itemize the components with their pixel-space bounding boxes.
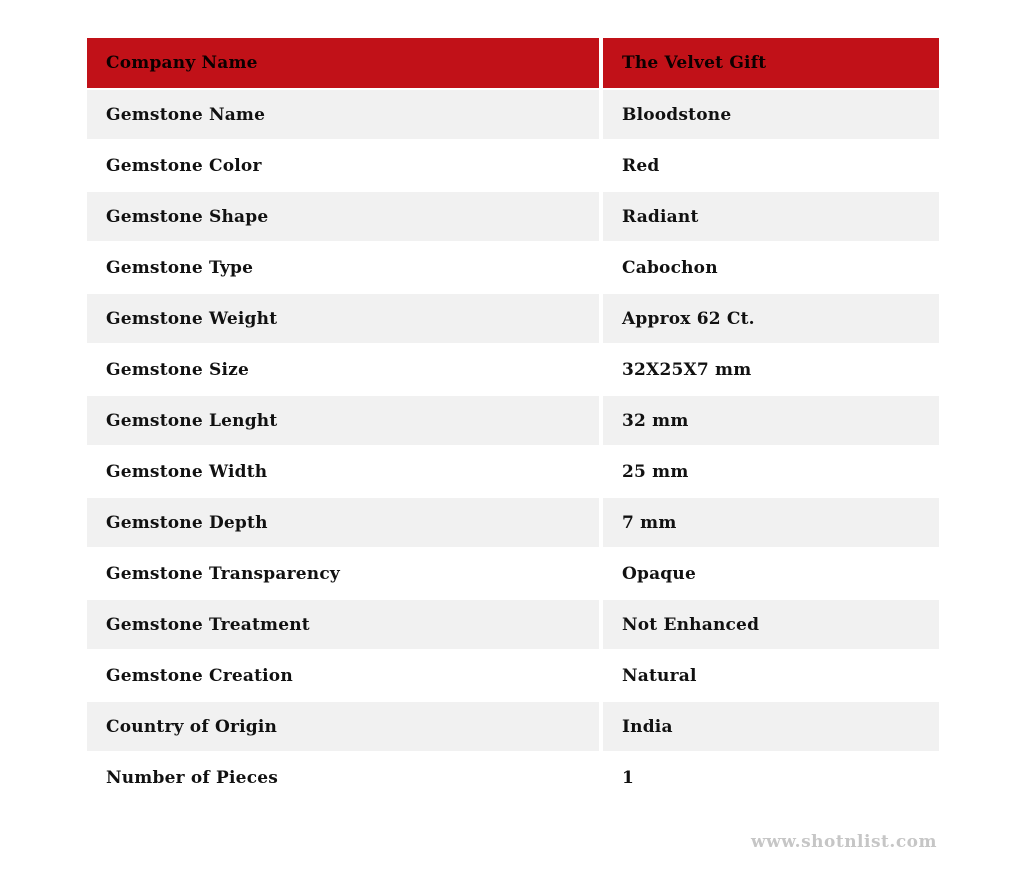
table-row [87,447,939,496]
row-value: Cabochon [603,243,939,292]
row-label: Gemstone Transparency [87,549,599,598]
row-value: Approx 62 Ct. [603,294,939,343]
row-label: Gemstone Shape [87,192,599,241]
row-label: Gemstone Depth [87,498,599,547]
watermark: www.shotnlist.com [750,832,937,852]
row-value: Natural [603,651,939,700]
table-row [87,294,939,343]
row-value: Bloodstone [603,90,939,139]
row-label: Gemstone Name [87,90,599,139]
row-value: 1 [603,753,939,802]
row-label: Gemstone Width [87,447,599,496]
row-label: Gemstone Creation [87,651,599,700]
row-label: Gemstone Lenght [87,396,599,445]
row-value: 7 mm [603,498,939,547]
row-label: Country of Origin [87,702,599,751]
row-label: Gemstone Treatment [87,600,599,649]
row-value: Opaque [603,549,939,598]
row-value: 32 mm [603,396,939,445]
table-row [87,651,939,700]
row-label: Gemstone Color [87,141,599,190]
gemstone-spec-table [87,38,939,804]
row-label: Number of Pieces [87,753,599,802]
table-row [87,702,939,751]
row-value: India [603,702,939,751]
table-row [87,549,939,598]
header-company-name-cell: Company Name [87,38,599,88]
row-value: 32X25X7 mm [603,345,939,394]
row-value: Radiant [603,192,939,241]
table-row [87,396,939,445]
table-row [87,753,939,802]
table-row [87,345,939,394]
table-row [87,243,939,292]
table-row [87,600,939,649]
table-row [87,498,939,547]
row-value: Not Enhanced [603,600,939,649]
table-row [87,90,939,139]
table-row [87,141,939,190]
header-company-value-cell: The Velvet Gift [603,38,939,88]
row-value: Red [603,141,939,190]
table-body [87,90,939,802]
row-value: 25 mm [603,447,939,496]
row-label: Gemstone Size [87,345,599,394]
table-row [87,192,939,241]
table-header-row [87,38,939,88]
row-label: Gemstone Type [87,243,599,292]
row-label: Gemstone Weight [87,294,599,343]
